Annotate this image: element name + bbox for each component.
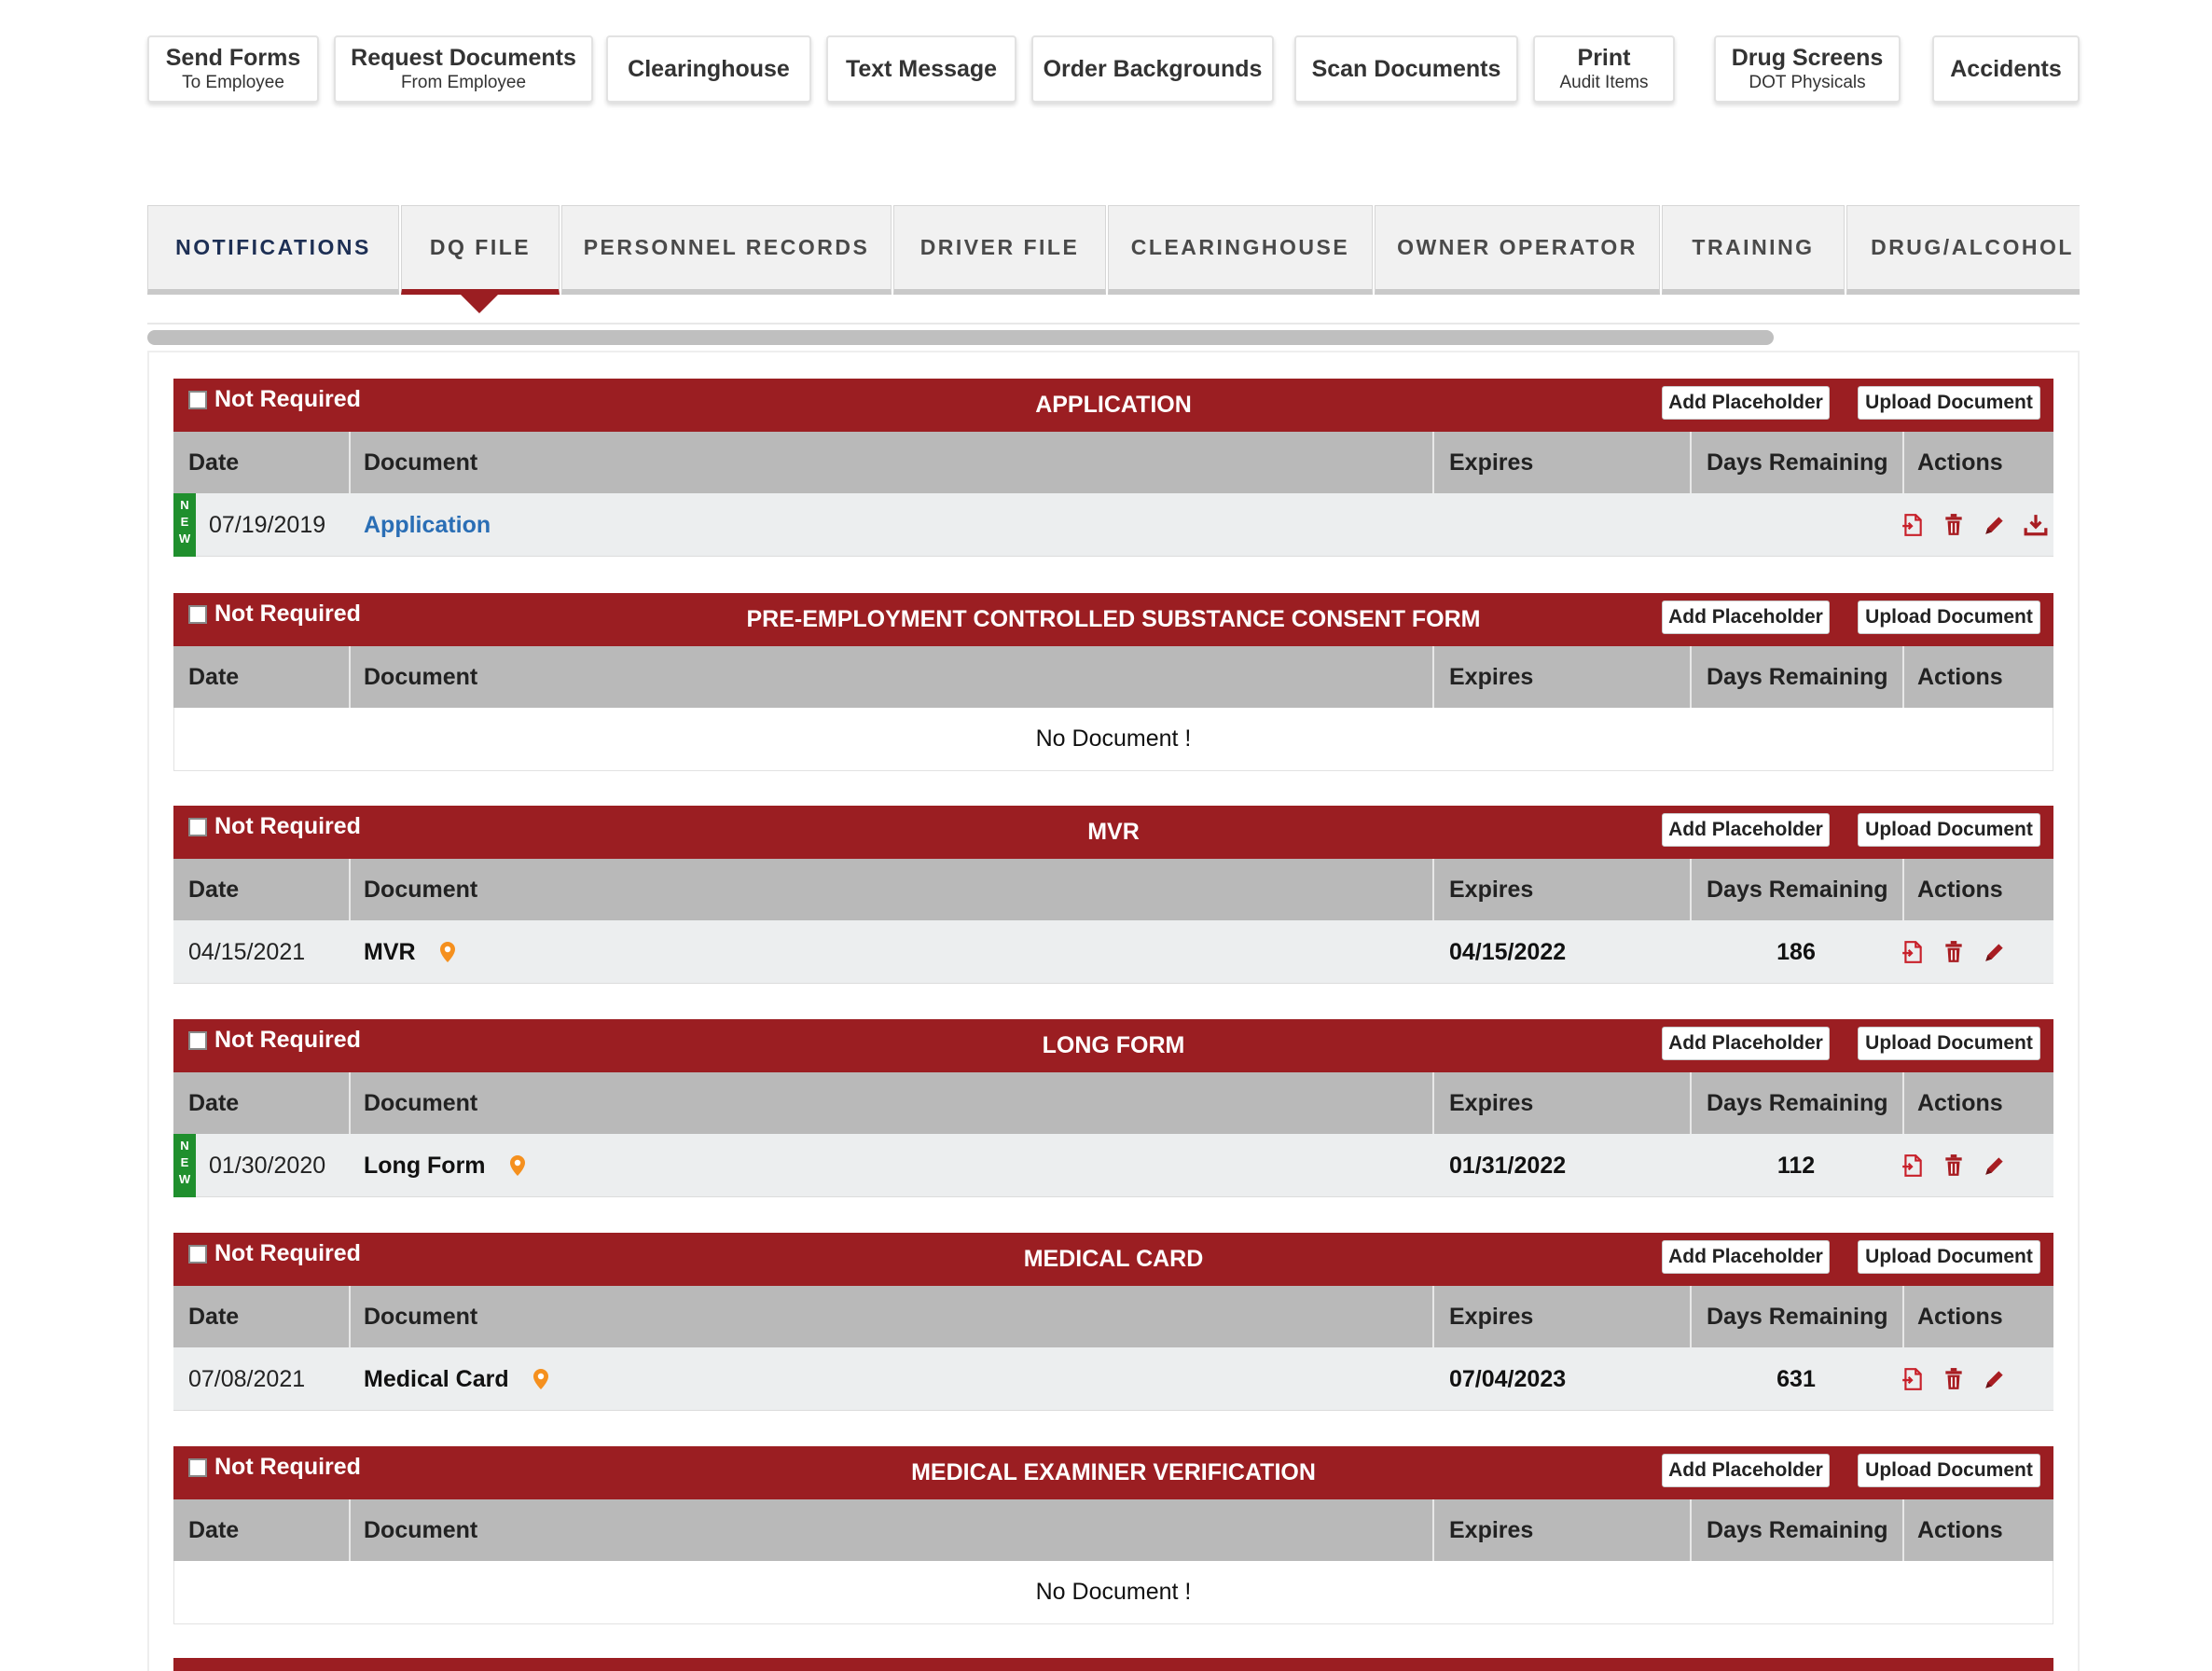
row-actions	[1901, 1347, 2024, 1411]
request-documents-button[interactable]	[334, 35, 593, 103]
add-placeholder-button[interactable]: Add Placeholder	[1662, 601, 1830, 634]
button-sublabel: From Employee	[400, 73, 527, 92]
col-actions: Actions	[1917, 1304, 2003, 1330]
col-date: Date	[188, 1090, 240, 1116]
map-pin-icon[interactable]	[506, 1153, 529, 1178]
text-message-button[interactable]	[826, 35, 1016, 103]
col-document: Document	[364, 1304, 478, 1330]
upload-document-button[interactable]: Upload Document	[1858, 1027, 2040, 1060]
section-header	[173, 379, 2053, 432]
tab-driver-file[interactable]: DRIVER FILE	[893, 205, 1106, 295]
not-required-checkbox[interactable]	[188, 1031, 207, 1050]
section-header	[173, 1019, 2053, 1072]
tab-training[interactable]: TRAINING	[1662, 205, 1845, 295]
row-date: 07/19/2019	[209, 511, 326, 538]
new-badge: N E W	[173, 493, 196, 557]
col-document: Document	[364, 449, 478, 476]
col-date: Date	[188, 449, 240, 476]
trash-icon[interactable]	[1942, 513, 1966, 537]
not-required-label: Not Required	[214, 1454, 361, 1480]
document-name: Long Form	[364, 1152, 486, 1179]
not-required-toggle	[188, 1454, 361, 1481]
map-pin-icon[interactable]	[436, 940, 459, 964]
pdf-view-icon[interactable]	[1901, 1367, 1925, 1391]
map-pin-icon[interactable]	[530, 1367, 552, 1391]
not-required-label: Not Required	[214, 1240, 361, 1266]
not-required-label: Not Required	[214, 386, 361, 412]
col-expires: Expires	[1449, 664, 1534, 690]
row-date: 07/08/2021	[188, 1365, 306, 1392]
col-actions: Actions	[1917, 449, 2003, 476]
no-document-message: No Document !	[173, 1561, 2053, 1624]
upload-document-button[interactable]: Upload Document	[1858, 1240, 2040, 1274]
send-forms-button[interactable]	[147, 35, 319, 103]
section-title: APPLICATION	[1035, 392, 1192, 418]
trash-icon[interactable]	[1942, 1153, 1966, 1178]
table-header	[173, 432, 2053, 493]
button-label: Order Backgrounds	[1043, 56, 1263, 82]
pencil-icon[interactable]	[1983, 1153, 2007, 1178]
row-expires: 01/31/2022	[1449, 1152, 1567, 1179]
add-placeholder-button[interactable]: Add Placeholder	[1662, 1240, 1830, 1274]
col-actions: Actions	[1917, 877, 2003, 903]
tab-owner-operator[interactable]: OWNER OPERATOR	[1375, 205, 1660, 295]
row-actions	[1901, 493, 2065, 557]
not-required-toggle	[188, 601, 361, 628]
row-date: 01/30/2020	[209, 1152, 326, 1179]
table-row	[173, 1134, 2053, 1197]
document-name: Medical Card	[364, 1365, 509, 1392]
drug-screens-button[interactable]	[1714, 35, 1901, 103]
button-label: Drug Screens	[1731, 45, 1884, 71]
col-days-remaining: Days Remaining	[1707, 1517, 1888, 1543]
section-medical-examiner-verification	[173, 1446, 2053, 1624]
col-date: Date	[188, 1517, 240, 1543]
row-days-remaining: 112	[1777, 1152, 1816, 1179]
upload-document-button[interactable]: Upload Document	[1858, 813, 2040, 847]
col-expires: Expires	[1449, 1517, 1534, 1543]
pdf-view-icon[interactable]	[1901, 1153, 1925, 1178]
table-header	[173, 1286, 2053, 1347]
not-required-checkbox[interactable]	[188, 391, 207, 409]
tab-dq-file[interactable]: DQ FILE	[401, 205, 560, 295]
section-header	[173, 593, 2053, 646]
new-badge: N E W	[173, 1134, 196, 1197]
section-header	[173, 806, 2053, 859]
row-actions	[1901, 1134, 2024, 1197]
order-backgrounds-button[interactable]	[1031, 35, 1274, 103]
section-title: MEDICAL CARD	[1023, 1246, 1204, 1272]
button-sublabel: DOT Physicals	[1749, 73, 1866, 92]
add-placeholder-button[interactable]: Add Placeholder	[1662, 1454, 1830, 1487]
not-required-label: Not Required	[214, 813, 361, 839]
row-date: 04/15/2021	[188, 938, 306, 965]
col-days-remaining: Days Remaining	[1707, 449, 1888, 476]
section-title: MVR	[1087, 819, 1140, 845]
pencil-icon[interactable]	[1983, 1367, 2007, 1391]
table-row	[173, 920, 2053, 984]
clearinghouse-button[interactable]	[606, 35, 811, 103]
add-placeholder-button[interactable]: Add Placeholder	[1662, 386, 1830, 420]
section-title: PRE-EMPLOYMENT CONTROLLED SUBSTANCE CONSENT FORM	[746, 606, 1481, 632]
table-header	[173, 859, 2053, 920]
col-expires: Expires	[1449, 877, 1534, 903]
col-document: Document	[364, 1090, 478, 1116]
not-required-checkbox[interactable]	[188, 1458, 207, 1477]
row-days-remaining: 631	[1777, 1365, 1816, 1392]
button-label: Print	[1577, 45, 1631, 71]
row-actions	[1901, 920, 2024, 984]
section-medical-card	[173, 1233, 2053, 1411]
section-pre-employment-consent	[173, 593, 2053, 771]
document-link[interactable]: Application	[364, 511, 491, 538]
pdf-view-icon[interactable]	[1901, 940, 1925, 964]
trash-icon[interactable]	[1942, 1367, 1966, 1391]
not-required-toggle	[188, 1027, 361, 1054]
col-actions: Actions	[1917, 1517, 2003, 1543]
col-expires: Expires	[1449, 1304, 1534, 1330]
scan-documents-button[interactable]	[1294, 35, 1518, 103]
button-label: Text Message	[845, 56, 998, 82]
col-document: Document	[364, 664, 478, 690]
col-document: Document	[364, 1517, 478, 1543]
col-expires: Expires	[1449, 1090, 1534, 1116]
horizontal-scrollbar-thumb[interactable]	[147, 330, 1774, 345]
button-label: Clearinghouse	[628, 56, 790, 82]
col-days-remaining: Days Remaining	[1707, 1304, 1888, 1330]
col-date: Date	[188, 664, 240, 690]
accidents-button[interactable]	[1932, 35, 2080, 103]
pdf-view-icon[interactable]	[1901, 513, 1925, 537]
trash-icon[interactable]	[1942, 940, 1966, 964]
section-application	[173, 379, 2053, 557]
pencil-icon[interactable]	[1983, 513, 2007, 537]
row-expires: 07/04/2023	[1449, 1365, 1567, 1392]
col-days-remaining: Days Remaining	[1707, 664, 1888, 690]
tab-bar	[147, 205, 2080, 297]
button-label: Send Forms	[165, 45, 301, 71]
tab-personnel-records[interactable]: PERSONNEL RECORDS	[561, 205, 892, 295]
upload-document-button[interactable]: Upload Document	[1858, 386, 2040, 420]
not-required-checkbox[interactable]	[188, 605, 207, 624]
print-audit-items-button[interactable]	[1533, 35, 1675, 103]
add-placeholder-button[interactable]: Add Placeholder	[1662, 1027, 1830, 1060]
pencil-icon[interactable]	[1983, 940, 2007, 964]
button-label: Request Documents	[351, 45, 576, 71]
table-header	[173, 646, 2053, 708]
upload-document-button[interactable]: Upload Document	[1858, 601, 2040, 634]
table-header	[173, 1499, 2053, 1561]
row-expires: 04/15/2022	[1449, 938, 1567, 965]
button-label: Accidents	[1950, 56, 2062, 82]
col-date: Date	[188, 1304, 240, 1330]
col-date: Date	[188, 877, 240, 903]
section-mvr	[173, 806, 2053, 984]
col-days-remaining: Days Remaining	[1707, 1090, 1888, 1116]
no-document-message: No Document !	[173, 708, 2053, 771]
top-action-bar	[147, 35, 2080, 103]
table-row	[173, 1347, 2053, 1411]
download-icon[interactable]	[2024, 513, 2048, 537]
section-title: MEDICAL EXAMINER VERIFICATION	[911, 1459, 1316, 1485]
table-header	[173, 1072, 2053, 1134]
not-required-checkbox[interactable]	[188, 1245, 207, 1264]
tab-clearinghouse[interactable]: CLEARINGHOUSE	[1108, 205, 1373, 295]
not-required-label: Not Required	[214, 601, 361, 627]
document-name: MVR	[364, 938, 416, 965]
add-placeholder-button[interactable]: Add Placeholder	[1662, 813, 1830, 847]
section-next-partial	[173, 1658, 2053, 1671]
col-actions: Actions	[1917, 1090, 2003, 1116]
upload-document-button[interactable]: Upload Document	[1858, 1454, 2040, 1487]
col-document: Document	[364, 877, 478, 903]
table-row	[173, 493, 2053, 557]
not-required-toggle	[188, 813, 361, 840]
section-header	[173, 1233, 2053, 1286]
tab-drug-alcohol[interactable]: DRUG/ALCOHOL	[1846, 205, 2080, 295]
active-tab-indicator	[461, 295, 498, 313]
section-title: LONG FORM	[1042, 1032, 1185, 1058]
section-header	[173, 1446, 2053, 1499]
button-sublabel: Audit Items	[1559, 73, 1649, 92]
not-required-checkbox[interactable]	[188, 818, 207, 836]
tab-divider	[147, 323, 2080, 325]
not-required-label: Not Required	[214, 1027, 361, 1053]
not-required-toggle	[188, 386, 361, 413]
col-days-remaining: Days Remaining	[1707, 877, 1888, 903]
button-sublabel: To Employee	[182, 73, 284, 92]
not-required-toggle	[188, 1240, 361, 1267]
section-long-form	[173, 1019, 2053, 1197]
col-actions: Actions	[1917, 664, 2003, 690]
row-days-remaining: 186	[1777, 938, 1816, 965]
col-expires: Expires	[1449, 449, 1534, 476]
button-label: Scan Documents	[1311, 56, 1501, 82]
tab-notifications[interactable]: NOTIFICATIONS	[147, 205, 399, 295]
